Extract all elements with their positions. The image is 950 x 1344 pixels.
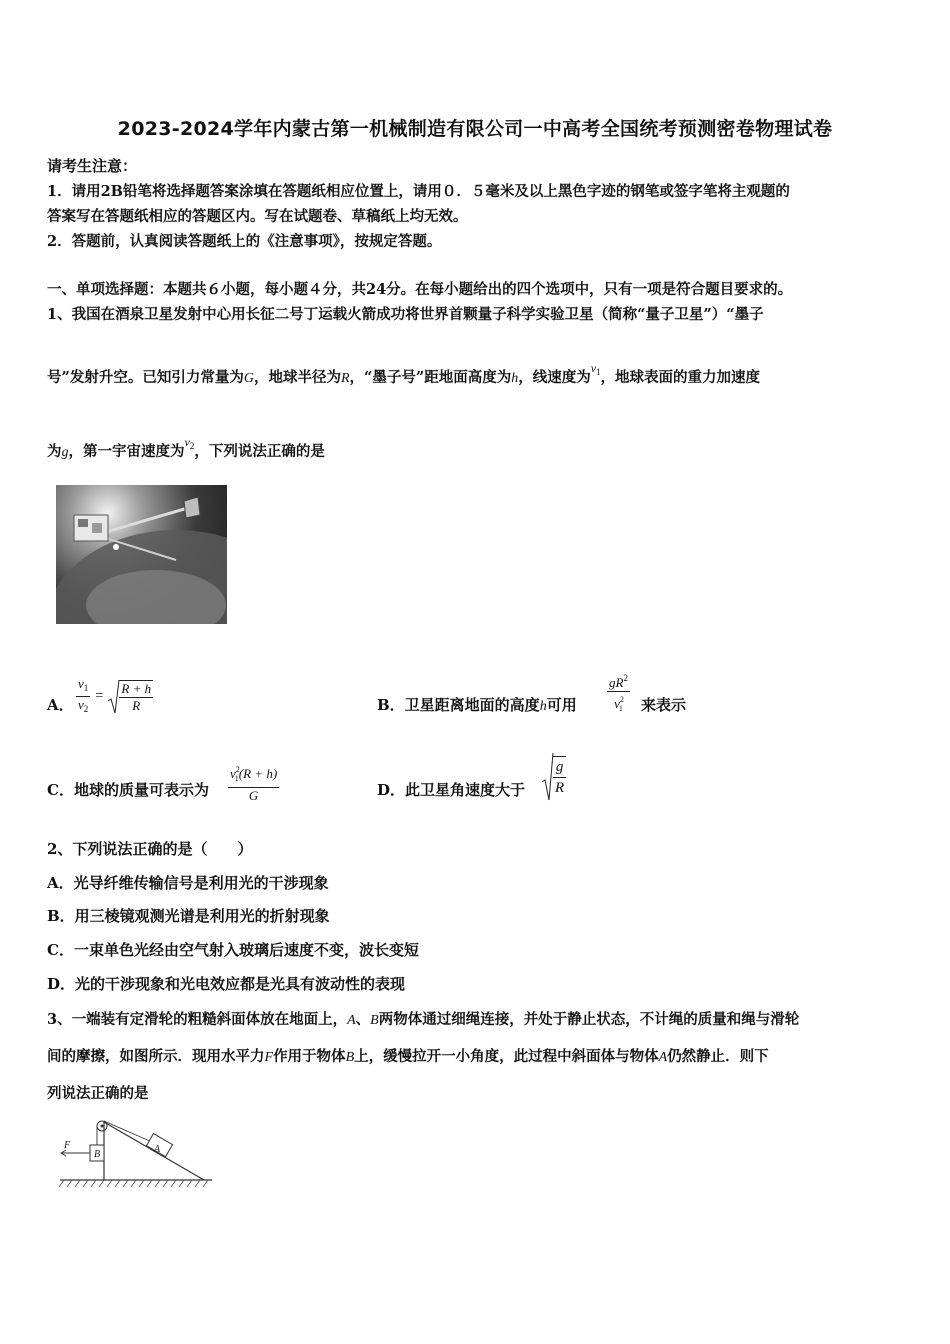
q3-line2: 间的摩擦，如图所示．现用水平力F作用于物体B上，缓慢拉开一小角度，此过程中斜面体与物体A仍然静止．则下 bbox=[47, 1048, 769, 1065]
notice-item1-line1: 1．请用2B铅笔将选择题答案涂填在答题纸相应位置上，请用０．５毫米及以上黑色字迹的钢笔或签字笔将主观题的 bbox=[47, 183, 790, 200]
satellite-image bbox=[56, 485, 227, 624]
option-d-formula bbox=[542, 752, 566, 802]
q1-line2-d: ，线速度为 bbox=[518, 369, 591, 386]
q1-option-d[interactable]: D．此卫星角速度大于 bbox=[377, 781, 526, 799]
q3-line3: 列说法正确的是 bbox=[47, 1085, 149, 1102]
section1-header: 一、单项选择题：本题共６小题，每小题４分，共24分。在每小题给出的四个选项中，只有一项是符合题目要求的。 bbox=[47, 281, 793, 298]
fig-label-a: A bbox=[154, 1144, 161, 1155]
var-g: g bbox=[61, 445, 69, 460]
var-R: R bbox=[340, 371, 350, 386]
option-a-equals: = bbox=[95, 688, 104, 704]
option-d-sqrt: $\frac{g}{R}$ bbox=[542, 752, 566, 802]
q1-line2 bbox=[47, 361, 761, 387]
q1-line3-b: ，第一宇宙速度为 bbox=[68, 443, 185, 460]
q2-option-a[interactable]: A．光导纤维传输信号是利用光的干涉现象 bbox=[47, 874, 329, 892]
q1-option-c[interactable]: C．地球的质量可表示为 bbox=[47, 781, 209, 799]
incline-diagram bbox=[56, 1112, 216, 1192]
option-b-mid: 可用 bbox=[546, 696, 577, 714]
notice-header: 请考生注意： bbox=[47, 157, 138, 175]
q2-option-c[interactable]: C．一束单色光经由空气射入玻璃后速度不变，波长变短 bbox=[47, 941, 419, 959]
option-b-label: B．卫星距离地面的高度 bbox=[377, 696, 540, 714]
fig-label-f: F bbox=[64, 1140, 71, 1151]
var-G: G bbox=[243, 371, 254, 386]
option-a-sqrt: $\frac{R + h}{R}$ bbox=[108, 679, 153, 715]
q1-line2-e: ，地球表面的重力加速度 bbox=[600, 369, 761, 386]
option-b-fraction: $\frac{gR^2}{v^2_1}$ bbox=[607, 670, 630, 717]
var-v1: v1 bbox=[590, 361, 601, 377]
option-a-formula bbox=[76, 676, 153, 717]
q1-line3-c: ，下列说法正确的是 bbox=[194, 443, 325, 460]
q1-line1: 1、我国在酒泉卫星发射中心用长征二号丁运载火箭成功将世界首颗量子科学实验卫星（简称“量子卫星”）“墨子 bbox=[47, 306, 764, 323]
var-v2: v2 bbox=[184, 435, 195, 451]
fig-label-b: B bbox=[94, 1149, 101, 1160]
q1-line2-b: ，地球半径为 bbox=[253, 369, 341, 386]
q2-option-d[interactable]: D．光的干涉现象和光电效应都是光具有波动性的表现 bbox=[47, 975, 406, 993]
option-b-tail: 来表示 bbox=[641, 696, 687, 714]
incline-figure bbox=[56, 1112, 216, 1192]
option-c-formula bbox=[228, 762, 279, 804]
q1-line3 bbox=[47, 435, 325, 461]
q1-line2-a: 号”发射升空。已知引力常量为 bbox=[47, 369, 244, 386]
var-h: h bbox=[511, 371, 519, 386]
q1-line3-a: 为 bbox=[47, 443, 62, 460]
notice-item1-line2: 答案写在答题纸相应的答题区内。写在试题卷、草稿纸上均无效。 bbox=[47, 208, 468, 225]
page-title: 2023-2024学年内蒙古第一机械制造有限公司一中高考全国统考预测密卷物理试卷 bbox=[117, 118, 833, 140]
q1-line2-c: ，“墨子号”距地面高度为 bbox=[349, 369, 512, 386]
option-a-label: A． bbox=[47, 696, 74, 714]
q1-option-a[interactable] bbox=[47, 694, 74, 715]
satellite-illustration bbox=[56, 485, 227, 624]
option-a-fraction: $\frac{v_1}{v_2}$ bbox=[78, 676, 89, 714]
option-b-formula bbox=[607, 670, 630, 717]
q3-line1: 3、一端装有定滑轮的粗糙斜面体放在地面上，A、B两物体通过细绳连接，并处于静止状态，不计绳的质量和绳与滑轮 bbox=[47, 1011, 800, 1028]
q2-option-b[interactable]: B．用三棱镜观测光谱是利用光的折射现象 bbox=[47, 907, 330, 925]
q1-option-b[interactable] bbox=[377, 694, 577, 715]
notice-item2: 2．答题前，认真阅读答题纸上的《注意事项》，按规定答题。 bbox=[47, 233, 442, 250]
option-c-fraction: $\frac{v^2_1(R + h)}{G}$ bbox=[228, 762, 279, 804]
q2-stem: 2、下列说法正确的是（ ） bbox=[47, 840, 253, 858]
option-b-var: h bbox=[539, 699, 547, 714]
